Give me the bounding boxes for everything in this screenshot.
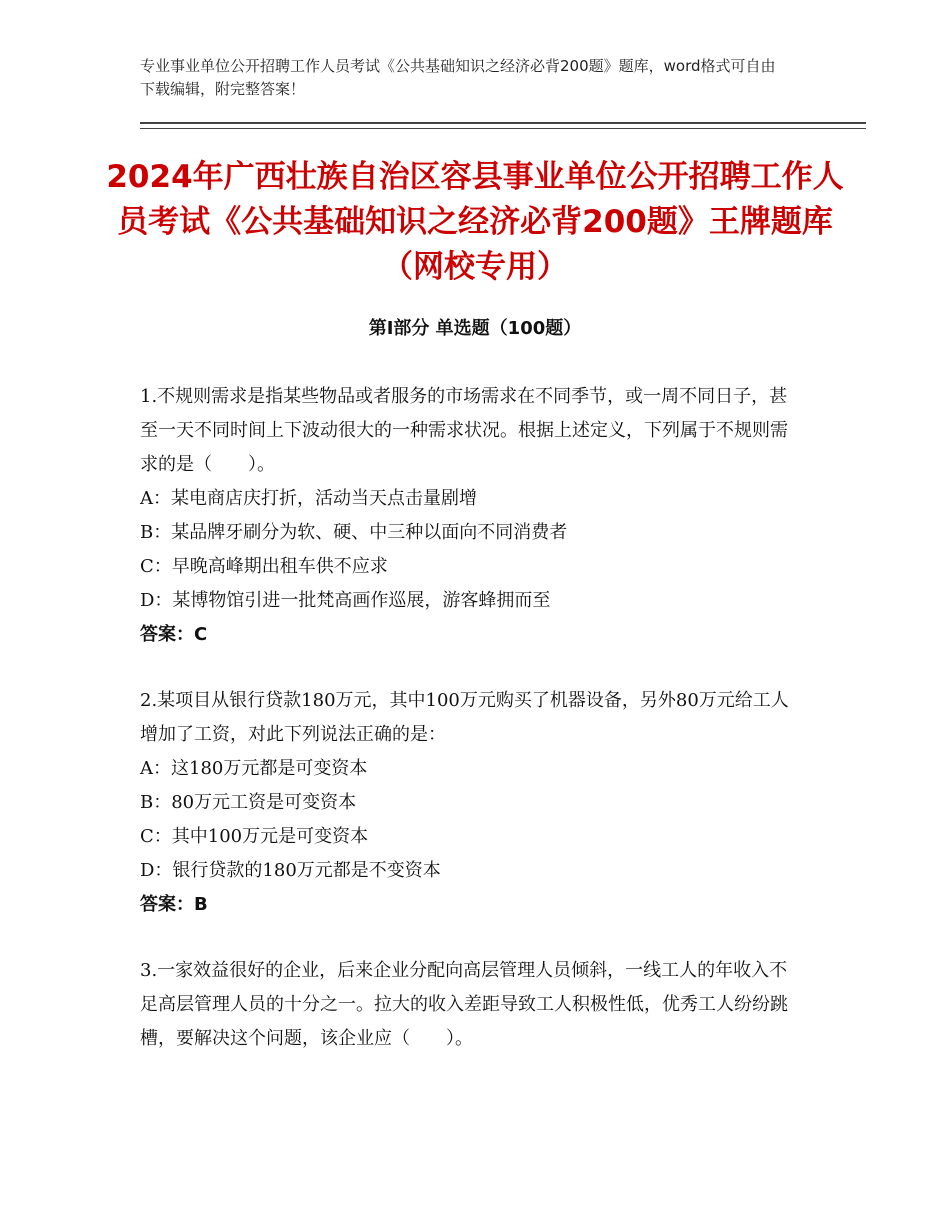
header-divider-thin [140, 128, 866, 129]
header-note: 专业事业单位公开招聘工作人员考试《公共基础知识之经济必背200题》题库，word格式可自由下载编辑，附完整答案！ [140, 57, 776, 98]
option-a: A：某电商店庆打折，活动当天点击量剧增 [140, 488, 477, 509]
section-heading: 第Ⅰ部分 单选题（100题） [368, 318, 582, 339]
option-c: C：早晚高峰期出租车供不应求 [140, 556, 388, 577]
question-3 [140, 954, 800, 1056]
question-stem: 1.不规则需求是指某些物品或者服务的市场需求在不同季节，或一周不同日子，甚至一天不同时间上下波动很大的一种需求状况。根据上述定义，下列属于不规则需求的是（ ）。 [140, 386, 788, 475]
option-a: A：这180万元都是可变资本 [140, 758, 368, 779]
question-list [140, 380, 800, 1088]
question-stem: 3.一家效益很好的企业，后来企业分配向高层管理人员倾斜，一线工人的年收入不足高层管理人员的十分之一。拉大的收入差距导致工人积极性低，优秀工人纷纷跳槽，要解决这个问题，该企业应（ ）。 [140, 960, 788, 1049]
question-2 [140, 684, 800, 922]
question-1 [140, 380, 800, 652]
document-title: 2024年广西壮族自治区容县事业单位公开招聘工作人员考试《公共基础知识之经济必背200题》王牌题库（网校专用） [106, 159, 844, 285]
option-d: D：某博物馆引进一批梵高画作巡展，游客蜂拥而至 [140, 590, 551, 611]
option-c: C：其中100万元是可变资本 [140, 826, 369, 847]
question-stem: 2.某项目从银行贷款180万元，其中100万元购买了机器设备，另外80万元给工人增加了工资，对此下列说法正确的是： [140, 690, 789, 745]
option-b: B：80万元工资是可变资本 [140, 792, 357, 813]
option-b: B：某品牌牙刷分为软、硬、中三种以面向不同消费者 [140, 522, 568, 543]
option-d: D：银行贷款的180万元都是不变资本 [140, 860, 441, 881]
answer-label: 答案：C [140, 624, 208, 645]
answer-label: 答案：B [140, 894, 208, 915]
header-divider-thick [140, 122, 866, 124]
